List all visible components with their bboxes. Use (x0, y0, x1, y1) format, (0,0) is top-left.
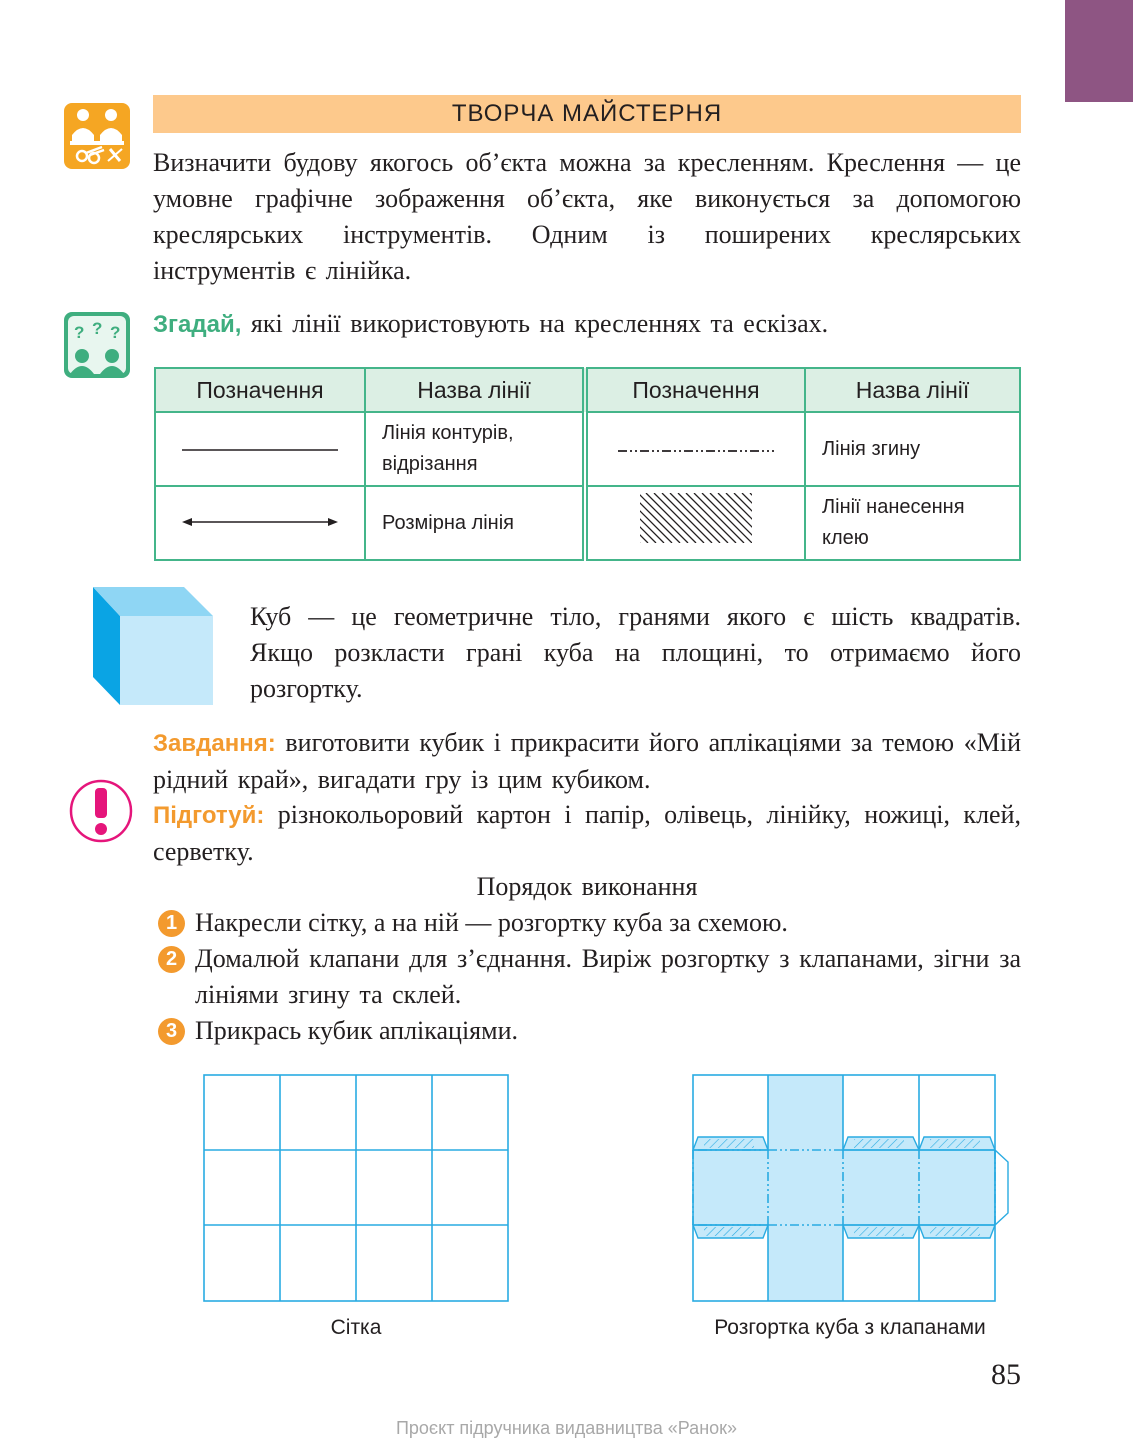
step-text: Прикрась кубик аплікаціями. (195, 1016, 519, 1045)
step-3 (158, 1013, 1021, 1049)
procedure-title: Порядок виконання (476, 872, 698, 901)
table-cell-dimension-line: Розмірна лінія (365, 486, 583, 560)
page-number: 85 (991, 1358, 1021, 1391)
page-corner-tab (1065, 0, 1133, 102)
dimension-line-sample (155, 486, 365, 560)
step-2 (158, 941, 1021, 1013)
recall-lead: Згадай, (153, 311, 242, 338)
line-types-table (154, 367, 1021, 561)
table-header-name-2: Назва лінії (805, 368, 1020, 412)
task-lead: Завдання: (153, 730, 276, 757)
section-banner: ТВОРЧА МАЙСТЕРНЯ (153, 95, 1021, 133)
svg-text:?: ? (74, 323, 85, 342)
step-text: Домалюй клапани для з’єднання. Виріж розгортку з клапанами, зігни за лініями згину та склей. (195, 944, 1021, 1009)
step-text: Накресли сітку, а на ній — розгортку куба за схемою. (195, 908, 788, 937)
hatch-sample (587, 486, 805, 560)
recall-text: які лінії використовують на кресленнях та ескізах. (241, 309, 829, 338)
recall-icon (64, 312, 130, 378)
table-cell-fold-line: Лінія згину (805, 412, 1020, 486)
grid-figure (203, 1074, 509, 1302)
step-1 (158, 905, 1021, 941)
publisher-footer: Проєкт підручника видавництва «Ранок» (395, 1418, 738, 1438)
workshop-icon (64, 103, 130, 169)
dash-dot-line-sample (587, 412, 805, 486)
intro-paragraph: Визначити будову якогось об’єкта можна за кресленням. Креслення — це умовне графічне зображення об’єкта, яке виконується за допомогою креслярських інструментів. Одним із поширених креслярських інструментів є лінійка. (153, 148, 1021, 285)
cube-icon (93, 587, 213, 705)
prepare-lead: Підготуй: (153, 802, 265, 829)
cube-paragraph: Куб — це геометричне тіло, гранями якого є шість квадратів. Якщо розкласти грані куба на площині, то отримаємо його розгортку. (250, 602, 1021, 703)
table-header-designation-1: Позначення (155, 368, 365, 412)
attention-icon (68, 778, 134, 844)
net-caption: Розгортка куба з клапанами (714, 1316, 986, 1339)
task-text: виготовити кубик і прикрасити його аплікаціями за темою «Мій рідний край», вигадати гру із цим кубиком. (153, 728, 1021, 794)
svg-text:?: ? (110, 323, 121, 342)
recall-line (153, 306, 1021, 343)
prepare-paragraph (153, 797, 1021, 870)
table-cell-contour-line: Лінія контурів, відрізання (365, 412, 583, 486)
cube-net-figure (690, 1074, 1012, 1302)
solid-line-sample (155, 412, 365, 486)
step-number: 1 (158, 910, 185, 937)
table-header-name-1: Назва лінії (365, 368, 583, 412)
table-cell-glue-line: Лінії нанесення клею (805, 486, 1020, 560)
svg-text:?: ? (92, 319, 103, 338)
table-header-designation-2: Позначення (587, 368, 805, 412)
step-number: 2 (158, 946, 185, 973)
task-paragraph (153, 725, 1021, 798)
step-number: 3 (158, 1018, 185, 1045)
prepare-text: різнокольоровий картон і папір, олівець, лінійку, ножиці, клей, серветку. (153, 800, 1021, 866)
grid-caption: Сітка (330, 1316, 382, 1339)
